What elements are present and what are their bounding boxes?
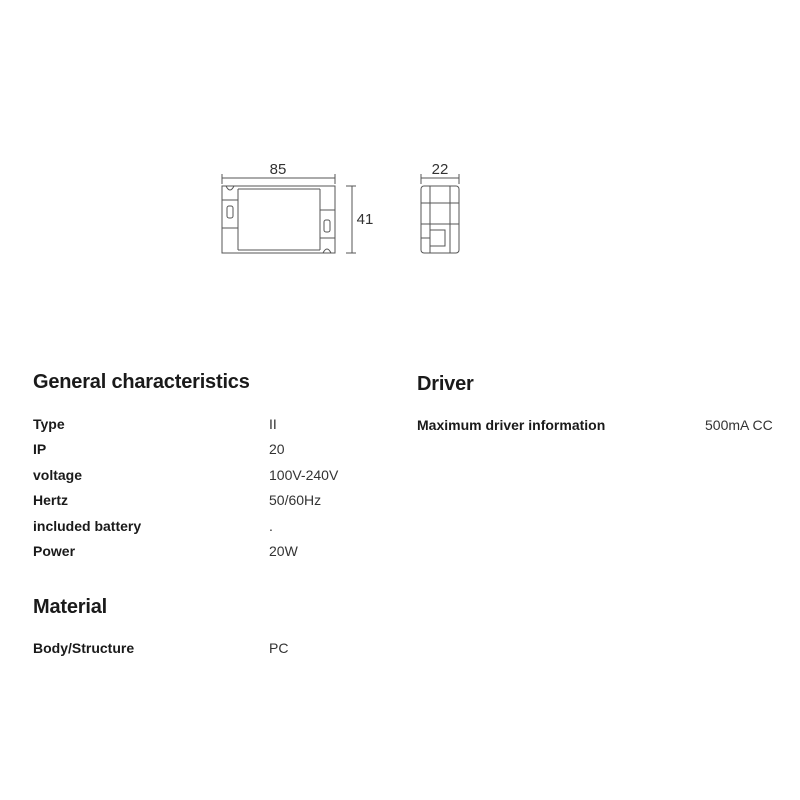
general-characteristics-section [33, 371, 250, 394]
front-view [222, 174, 356, 253]
spec-value: 50/60Hz [269, 492, 322, 508]
driver-section [417, 373, 474, 396]
spec-label: Hertz [33, 492, 69, 508]
spec-label: IP [33, 441, 47, 457]
material-title: Material [33, 596, 107, 618]
spec-value: II [269, 416, 277, 432]
spec-value: PC [269, 640, 289, 656]
spec-value: 500mA CC [705, 417, 773, 433]
spec-value: 20W [269, 543, 298, 559]
spec-label: included battery [33, 518, 142, 534]
spec-value: 100V-240V [269, 467, 339, 483]
general-characteristics-title: General characteristics [33, 371, 250, 393]
spec-label: Body/Structure [33, 640, 135, 656]
driver-title: Driver [417, 373, 474, 395]
material-section [33, 596, 107, 619]
spec-label: Type [33, 416, 65, 432]
spec-label: Maximum driver information [417, 417, 606, 433]
spec-label: voltage [33, 467, 83, 483]
spec-value: . [269, 518, 273, 534]
side-width-dimension: 22 [431, 161, 449, 178]
side-view [421, 174, 459, 253]
front-width-dimension: 85 [269, 161, 287, 178]
front-height-dimension: 41 [356, 211, 374, 228]
spec-value: 20 [269, 441, 285, 457]
technical-drawing [0, 0, 800, 340]
spec-label: Power [33, 543, 76, 559]
